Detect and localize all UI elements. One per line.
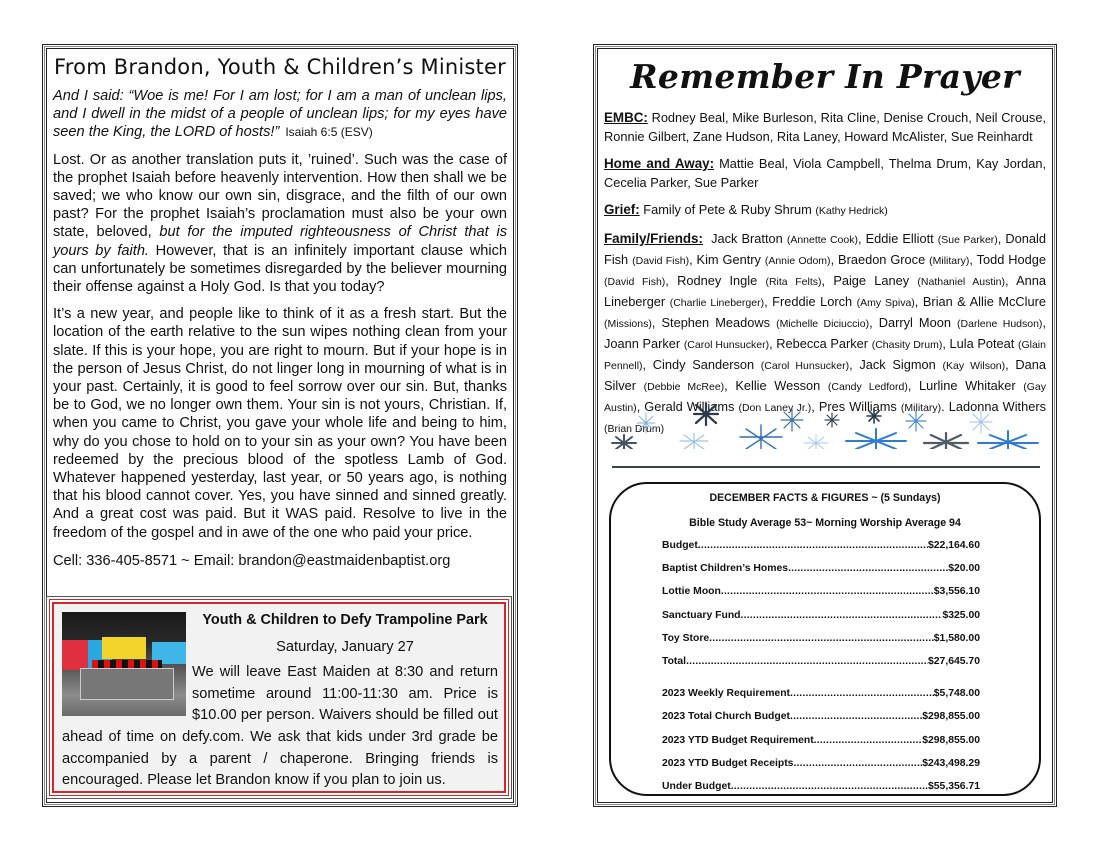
separator: , — [642, 357, 653, 372]
facts-row — [662, 540, 980, 551]
youth-minister-panel — [46, 48, 514, 803]
facts-label: Budget — [662, 540, 698, 551]
facts-value: $298,855.00 — [922, 711, 980, 723]
prayer-name: Brian & Allie McClure — [922, 294, 1046, 309]
separator: , — [811, 399, 819, 414]
dot-leader — [741, 610, 943, 621]
facts-value: $298,855.00 — [922, 734, 980, 746]
dot-leader — [814, 735, 923, 746]
prayer-contact: (Brian Drum) — [604, 423, 665, 435]
snowflake-icon — [846, 429, 906, 449]
prayer-name: Gerald Williams — [644, 399, 735, 414]
separator: , — [1004, 273, 1017, 288]
prayer-name: Freddie Lorch — [772, 294, 853, 309]
category-names: Mattie Beal, Viola Campbell, Thelma Drum, Kay Jordan, Cecelia Parker, Sue Parker — [604, 156, 1046, 190]
prayer-contact: (Military) — [900, 402, 942, 414]
separator: , — [942, 336, 950, 351]
separator: , — [769, 336, 777, 351]
budget-summary-list — [611, 688, 1039, 792]
facts-value: $20.00 — [948, 563, 980, 575]
facts-label: Total — [662, 655, 687, 667]
facts-value: $55,356.71 — [927, 780, 980, 792]
prayer-contact: (Charlie Lineberger) — [669, 297, 765, 309]
facts-value: $1,580.00 — [933, 632, 980, 644]
event-title: Youth & Children to Defy Trampoline Park — [202, 612, 488, 628]
paragraph-text: However, that is an infinitely important clause which can unfortunately be sometimes disregarded by the believer mourning their offense against a Holy God. Is that you today? — [53, 242, 507, 296]
prayer-name: Paige Laney — [833, 273, 910, 288]
snowflake-icon — [906, 411, 926, 431]
prayer-contact: (Missions) — [604, 318, 652, 330]
prayer-contact: (Don Laney Jr.) — [738, 402, 812, 414]
prayer-title: Remember In Prayer — [630, 57, 1020, 96]
prayer-category-embc — [604, 108, 1046, 146]
trampoline-park-photo — [62, 612, 186, 716]
facts-row — [662, 586, 980, 597]
scripture-reference: Isaiah 6:5 (ESV) — [285, 125, 373, 140]
prayer-contact: (Annette Cook) — [786, 234, 858, 246]
event-description: We will leave East Maiden at 8:30 and return sometime around 11:00-11:30 am. Price is $10.00 per person. Waivers should be filled out ahead of time on defy.com. We ask that kids under 3rd grade be accompanied by a parent / chaperone. Bringing friends is encouraged. Please let Brandon know if you plan to join us. — [62, 664, 498, 789]
separator: , — [1005, 357, 1016, 372]
prayer-name: Braedon Groce — [838, 252, 926, 267]
separator: , — [857, 231, 866, 246]
facts-row — [662, 711, 980, 722]
snowflake-icon — [694, 403, 718, 425]
facts-value: $243,498.29 — [922, 757, 980, 769]
prayer-contact: (Annie Odom) — [764, 255, 831, 267]
prayer-name: Kellie Wesson — [735, 378, 821, 393]
prayer-name: Jack Bratton — [711, 231, 783, 246]
snowflake-icon — [978, 431, 1038, 449]
prayer-contact: (Sue Parker) — [937, 234, 998, 246]
facts-label: 2023 YTD Budget Receipts — [662, 757, 794, 769]
prayer-contact: (Military) — [929, 255, 970, 267]
separator: , — [849, 357, 860, 372]
separator: , — [869, 315, 879, 330]
prayer-contact: (Michelle Diciuccio) — [776, 318, 870, 330]
facts-label: 2023 Total Church Budget — [662, 711, 790, 723]
contact-info: Cell: 336-405-8571 ~ Email: brandon@eastmaidenbaptist.org — [53, 552, 451, 569]
prayer-contact: (Carol Hunsucker) — [683, 339, 770, 351]
event-callout — [52, 602, 506, 793]
separator: , — [665, 273, 678, 288]
dot-leader — [698, 540, 928, 551]
article-paragraph-1 — [53, 151, 507, 297]
facts-heading: DECEMBER FACTS & FIGURES ~ (5 Sundays) — [709, 492, 941, 504]
facts-label: Toy Store — [662, 632, 710, 644]
attendance-averages: Bible Study Average 53~ Morning Worship Average 94 — [689, 517, 961, 529]
facts-row — [662, 688, 980, 699]
prayer-category-home-away — [604, 154, 1046, 192]
prayer-name: Ladonna Withers — [948, 399, 1047, 414]
prayer-name: Donald Fish — [604, 231, 1046, 267]
prayer-name: Anna Lineberger — [604, 273, 1046, 309]
event-date: Saturday, January 27 — [276, 638, 414, 655]
snowflake-icon — [637, 413, 655, 433]
separator: , — [969, 252, 977, 267]
prayer-contact: (Amy Spiva) — [856, 297, 915, 309]
separator: , — [821, 273, 834, 288]
facts-label: 2023 YTD Budget Requirement — [662, 734, 814, 746]
snowflake-border-decoration — [606, 403, 1042, 449]
dot-leader — [790, 711, 922, 722]
separator: , — [724, 378, 736, 393]
snowflake-icon — [680, 433, 708, 449]
snowflake-icon — [804, 435, 828, 449]
prayer-category-grief — [604, 200, 1046, 221]
dot-leader — [788, 563, 948, 574]
paragraph-emphasis: but for the imputed righteousness of Christ that is yours by faith. — [53, 224, 507, 259]
prayer-name: Rodney Ingle — [677, 273, 758, 288]
prayer-name: Todd Hodge — [976, 252, 1046, 267]
facts-value: $27,645.70 — [927, 655, 980, 667]
facts-label: Lottie Moon — [662, 586, 721, 598]
prayer-name: Lula Poteat — [949, 336, 1015, 351]
facts-value: $3,556.10 — [933, 586, 980, 598]
prayer-contact: (David Fish) — [604, 276, 666, 288]
separator: , — [689, 252, 697, 267]
prayer-name: Jack Sigmon — [859, 357, 936, 372]
snowflake-icon — [781, 409, 803, 431]
snowflake-icon — [612, 435, 636, 449]
facts-row — [662, 735, 980, 746]
snowflake-icon — [970, 411, 992, 433]
dot-leader — [731, 781, 928, 792]
prayer-contact: (Kay Wilson) — [942, 360, 1006, 372]
prayer-name: Rebecca Parker — [776, 336, 869, 351]
facts-label: Under Budget — [662, 780, 731, 792]
dot-leader — [790, 688, 934, 699]
prayer-name: Joann Parker — [604, 336, 681, 351]
prayer-contact: (Carol Hunsucker) — [760, 360, 850, 372]
category-label: EMBC: — [604, 110, 648, 125]
separator: , — [914, 294, 923, 309]
prayer-contact: (Gay Austin) — [604, 381, 1046, 414]
prayer-contact: (Nathaniel Austin) — [917, 276, 1005, 288]
prayer-contact: (Glain Pennell) — [604, 339, 1046, 372]
prayer-name: Stephen Meadows — [661, 315, 771, 330]
prayer-name: Cindy Sanderson — [652, 357, 755, 372]
snowflake-icon — [867, 409, 881, 423]
separator: . — [941, 399, 949, 414]
snow-divider-line — [612, 466, 1040, 468]
prayer-contact: (David Fish) — [632, 255, 690, 267]
snowflake-icon — [740, 425, 782, 449]
snowflake-icon — [924, 433, 968, 449]
dot-leader — [793, 758, 922, 769]
facts-label: 2023 Weekly Requirement — [662, 688, 791, 700]
category-label: Home and Away: — [604, 156, 715, 171]
prayer-contact: (Chasity Drum) — [871, 339, 943, 351]
prayer-contact: (Candy Ledford) — [827, 381, 908, 393]
facts-value: $5,748.00 — [933, 688, 980, 700]
prayer-contact: (Rita Felts) — [765, 276, 822, 288]
category-names: Family of Pete & Ruby Shrum — [643, 202, 812, 217]
separator: , — [997, 231, 1006, 246]
prayer-panel — [597, 48, 1053, 803]
youth-minister-article — [47, 87, 513, 570]
category-names: Rodney Beal, Mike Burleson, Rita Cline, Denise Crouch, Neil Crouse, Ronnie Gilbert, Zane Hudson, Rita Laney, Howard McAlister, Sue Reinhardt — [604, 110, 1046, 144]
separator: , — [651, 315, 662, 330]
facts-figures-box — [609, 482, 1041, 796]
prayer-name: Lurline Whitaker — [919, 378, 1016, 393]
separator: , — [830, 252, 839, 267]
prayer-list — [598, 108, 1052, 439]
dot-leader — [709, 633, 934, 644]
category-label: Grief: — [604, 202, 640, 217]
facts-value: $325.00 — [942, 609, 980, 621]
article-paragraph-2: It’s a new year, and people like to think of it as a fresh start. But the location of the earth relative to the sun wipes nothing clean from your slate. If this is your hope, you are right to mourn. But if your hope is in the person of Jesus Christ, do not linger long in mourning of what is in your past. Certainly, it is good to feel sorrow over our sin. But, thanks be to God, we no longer own them. Your sin is not yours, Christian. If, when you came to Christ, you gave your whole life and being to him, why do you chose to hold on to your sin as your own? You have been redeemed by the precious blood of the spotless Lamb of God. Whatever happened yesterday, last year, or 50 years ago, is nothing that his blood cannot cover. Yes, you have sinned and sinned greatly. And a great cost was paid. But it WAS paid. Resolve to live in the freedom of the gospel and in awe of the one who paid your price. — [53, 306, 507, 541]
snowflake-icon — [825, 413, 839, 427]
category-label: Family/Friends: — [604, 231, 703, 246]
facts-row — [662, 656, 980, 667]
scripture-text: And I said: “Woe is me! For I am lost; for I am a man of unclean lips, and I dwell in the midst of a people of unclean lips; for my eyes have seen the King, the LORD of hosts!” — [53, 88, 507, 141]
separator: , — [764, 294, 773, 309]
facts-row — [662, 563, 980, 574]
prayer-contact: (Debbie McRee) — [643, 381, 725, 393]
facts-label: Baptist Children’s Homes — [662, 563, 789, 575]
dot-leader — [686, 656, 928, 667]
category-contact: (Kathy Hedrick) — [815, 205, 888, 217]
prayer-contact: (Darlene Hudson) — [957, 318, 1043, 330]
facts-row — [662, 758, 980, 769]
scripture-quote — [53, 87, 507, 142]
facts-row — [662, 781, 980, 792]
separator: , — [636, 399, 645, 414]
dot-leader — [721, 586, 934, 597]
separator: , — [907, 378, 920, 393]
prayer-name: Eddie Elliott — [865, 231, 934, 246]
youth-minister-title: From Brandon, Youth & Children’s Minister — [54, 55, 506, 79]
facts-value: $22,164.60 — [927, 540, 980, 551]
facts-row — [662, 610, 980, 621]
separator: , — [1042, 315, 1046, 330]
facts-row — [662, 633, 980, 644]
prayer-name: Dana Silver — [604, 357, 1046, 393]
prayer-name: Darryl Moon — [878, 315, 951, 330]
paragraph-text: Lost. Or as another translation puts it, ’ruined’. Such was the case of the prophet Isaiah before heavenly intervention. How then shall we be saved; we who know our own sin, disgrace, and the filth of our own past? For the prophet Isaiah’s proclamation must also be your own state, beloved, — [53, 151, 507, 241]
prayer-name: Pres Williams — [818, 399, 897, 414]
prayer-name: Kim Gentry — [696, 252, 761, 267]
offerings-list — [611, 540, 1039, 667]
facts-label: Sanctuary Fund — [662, 609, 741, 621]
